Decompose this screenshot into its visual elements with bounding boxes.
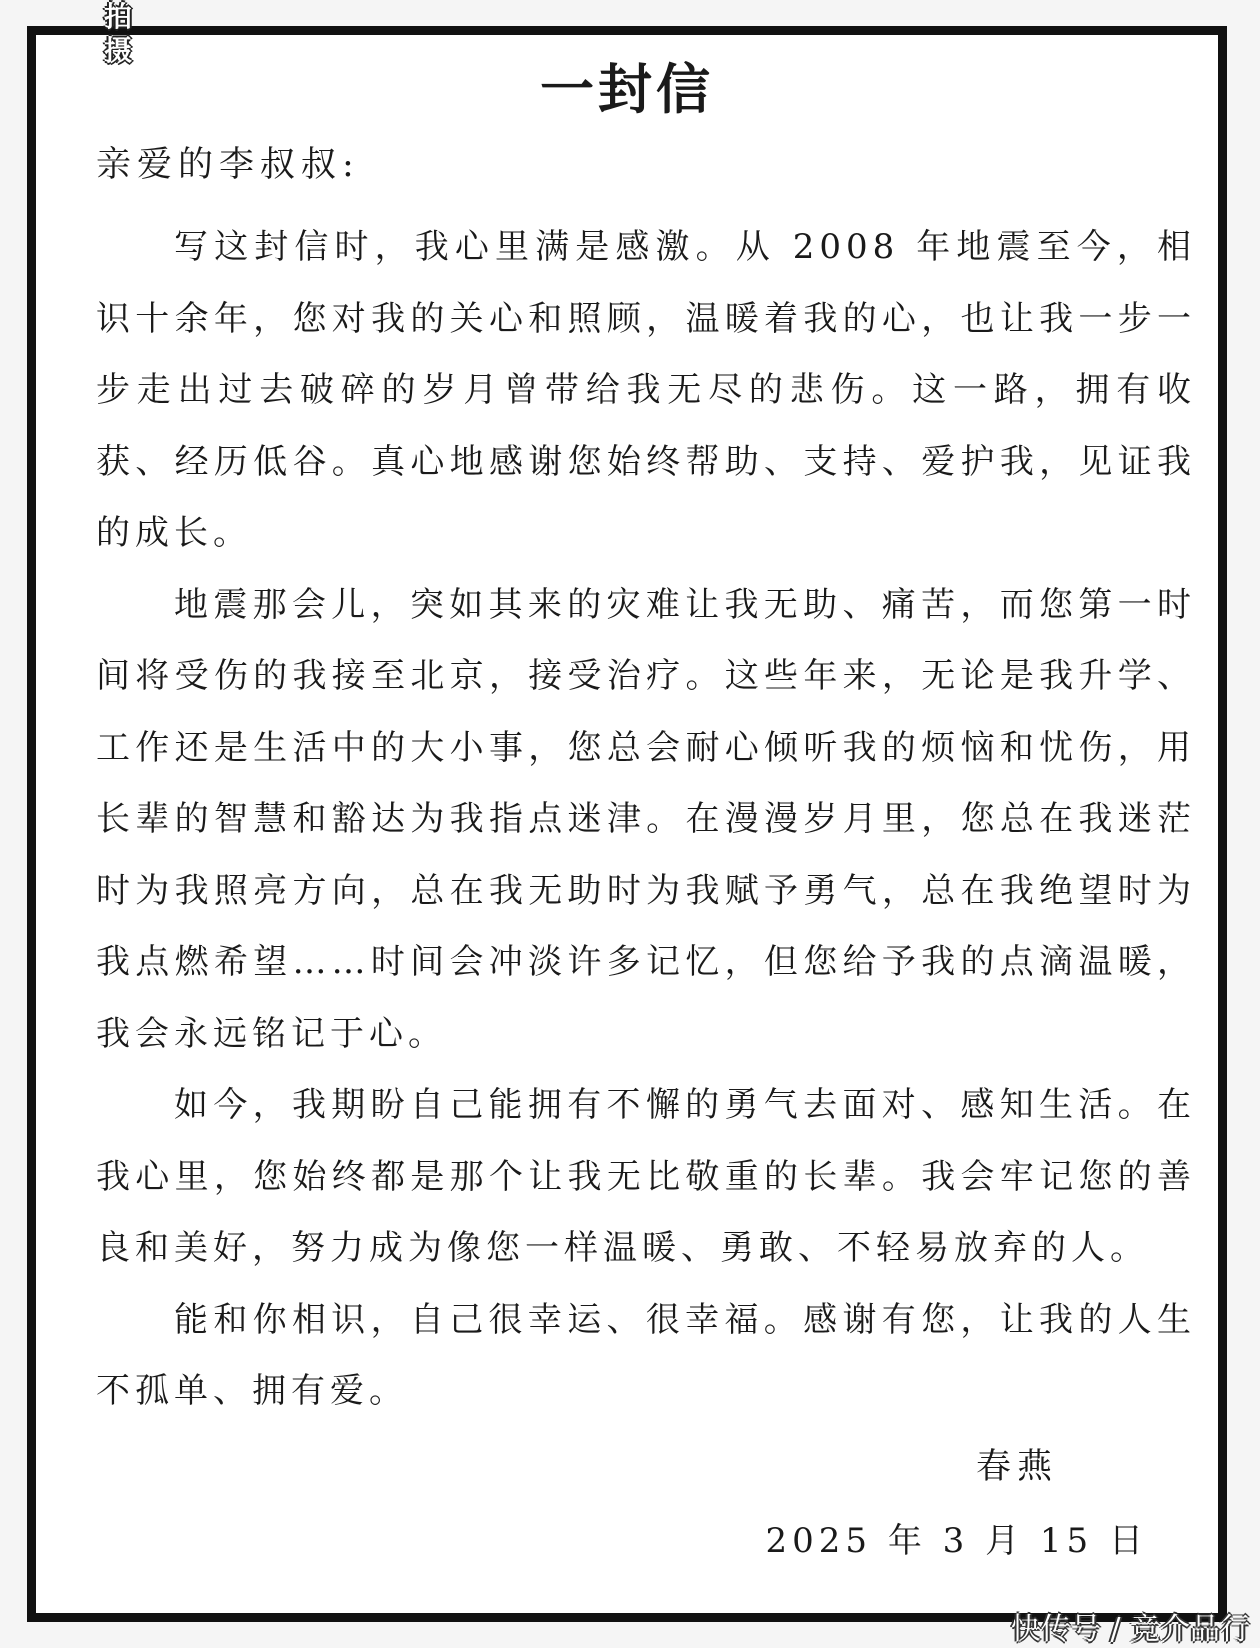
letter-salutation: 亲爱的李叔叔: — [96, 145, 360, 185]
corner-watermark: 拍 摄 — [104, 0, 133, 67]
letter-paragraph: 地震那会儿，突如其来的灾难让我无助、痛苦，而您第一时间将受伤的我接至北京，接受治疗。这些年来，无论是我升学、工作还是生活中的大小事，您总会耐心倾听我的烦恼和忧伤，用长辈的智慧和豁达为我指点迷津。在漫漫岁月里，您总在我迷茫时为我照亮方向，总在我无助时为我赋予勇气，总在我绝望时为我点燃希望……时间会冲淡许多记忆，但您给予我的点滴温暖，我会永远铭记于心。 — [96, 584, 1196, 1054]
letter-date: 2025 年 3 月 15 日 — [765, 1521, 1148, 1561]
letter-signature: 春燕 — [975, 1447, 1058, 1487]
source-watermark: 快传号 / 竞介品行 — [1010, 1612, 1250, 1647]
letter-body — [96, 212, 1196, 1428]
letter-paragraph: 如今，我期盼自己能拥有不懈的勇气去面对、感知生活。在我心里，您始终都是那个让我无比敬重的长辈。我会牢记您的善良和美好，努力成为像您一样温暖、勇敢、不轻易放弃的人。 — [96, 1085, 1196, 1268]
letter-paragraph: 写这封信时，我心里满是感激。从 2008 年地震至今，相识十余年，您对我的关心和照顾，温暖着我的心，也让我一步一步走出过去破碎的岁月曾带给我无尽的悲伤。这一路，拥有收获、经历低谷。真心地感谢您始终帮助、支持、爱护我，见证我的成长。 — [96, 227, 1196, 553]
letter-frame — [27, 26, 1227, 1622]
letter-title: 一封信 — [540, 57, 714, 121]
letter-paragraph: 能和你相识，自己很幸运、很幸福。感谢有您，让我的人生不孤单、拥有爱。 — [96, 1299, 1196, 1411]
